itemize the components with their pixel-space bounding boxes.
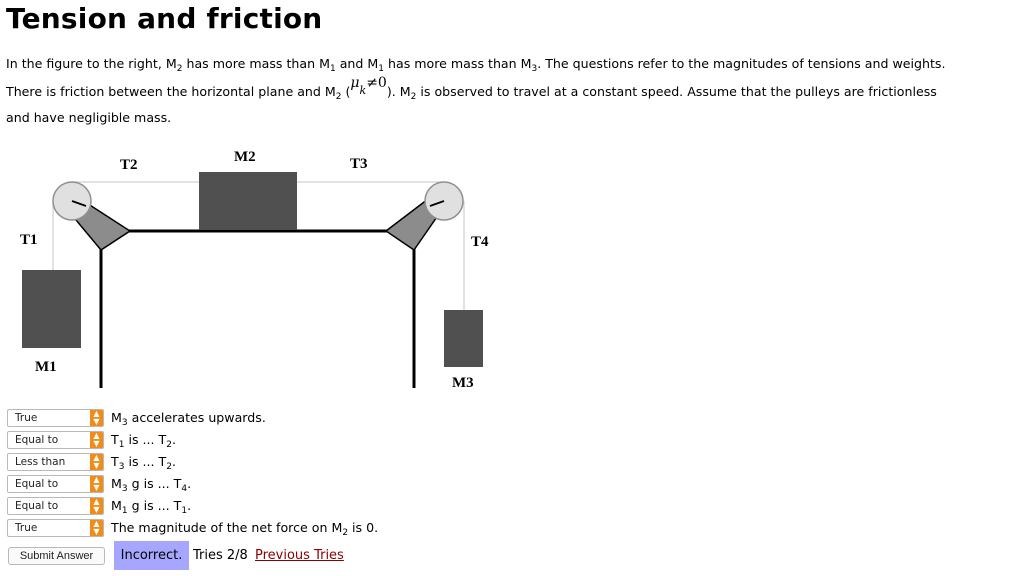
question-text: $T_3$ is ... $T_2$. bbox=[111, 454, 176, 472]
intro-line-1: In the figure to the right, $M_2$ has more mass than $M_1$ and $M_1$ has more mass than $M_3$. The questions refer to the magnitudes of tensions and weights. bbox=[6, 56, 946, 74]
submit-answer-button[interactable]: Submit Answer bbox=[8, 547, 105, 565]
label-t3: T3 bbox=[350, 156, 368, 172]
answer-select[interactable]: Less than ▲ ▼ bbox=[7, 453, 104, 471]
answer-select[interactable]: True ▲ ▼ bbox=[7, 519, 104, 537]
intro-line-2: There is friction between the horizontal plane and $M_2$ $(\mu_k\ne 0)$. $M_2$ is observed to travel at a constant speed. Assume that the pulleys are frictionless bbox=[6, 75, 937, 102]
label-m1: M1 bbox=[35, 359, 57, 375]
select-arrows-icon: ▲ ▼ bbox=[90, 454, 103, 470]
select-arrows-icon: ▲ ▼ bbox=[90, 476, 103, 492]
question-text: $T_1$ is ... $T_2$. bbox=[111, 432, 176, 450]
block-m1 bbox=[22, 270, 81, 348]
previous-tries-link[interactable]: Previous Tries bbox=[255, 548, 344, 563]
select-arrows-icon: ▲ ▼ bbox=[90, 410, 103, 426]
block-m2 bbox=[199, 172, 297, 230]
table-surface bbox=[101, 231, 414, 388]
page-title: Tension and friction bbox=[6, 2, 323, 35]
tries-count: Tries 2/8 bbox=[193, 548, 248, 563]
pulley-figure bbox=[0, 140, 520, 395]
answer-select[interactable]: Equal to ▲ ▼ bbox=[7, 497, 104, 515]
question-text: $M_3$ g is ... $T_4$. bbox=[111, 476, 192, 494]
answer-select[interactable]: Equal to ▲ ▼ bbox=[7, 475, 104, 493]
label-t1: T1 bbox=[20, 232, 38, 248]
answer-select[interactable]: True ▲ ▼ bbox=[7, 409, 104, 427]
select-arrows-icon: ▲ ▼ bbox=[90, 520, 103, 536]
question-text: The magnitude of the net force on $M_2$ is 0. bbox=[111, 520, 379, 538]
label-t2: T2 bbox=[120, 157, 138, 173]
label-m2: M2 bbox=[234, 149, 256, 165]
intro-line-3: and have negligible mass. bbox=[6, 110, 172, 125]
label-t4: T4 bbox=[471, 234, 489, 250]
status-badge: Incorrect. bbox=[114, 541, 189, 570]
mu-k-formula: $\mu_k\ne 0$ bbox=[350, 75, 387, 97]
block-m3 bbox=[444, 310, 483, 367]
answer-select[interactable]: Equal to ▲ ▼ bbox=[7, 431, 104, 449]
question-text: $M_3$ accelerates upwards. bbox=[111, 410, 266, 428]
question-text: $M_1$ g is ... $T_1$. bbox=[111, 498, 192, 516]
label-m3: M3 bbox=[452, 375, 474, 391]
select-arrows-icon: ▲ ▼ bbox=[90, 498, 103, 514]
select-arrows-icon: ▲ ▼ bbox=[90, 432, 103, 448]
